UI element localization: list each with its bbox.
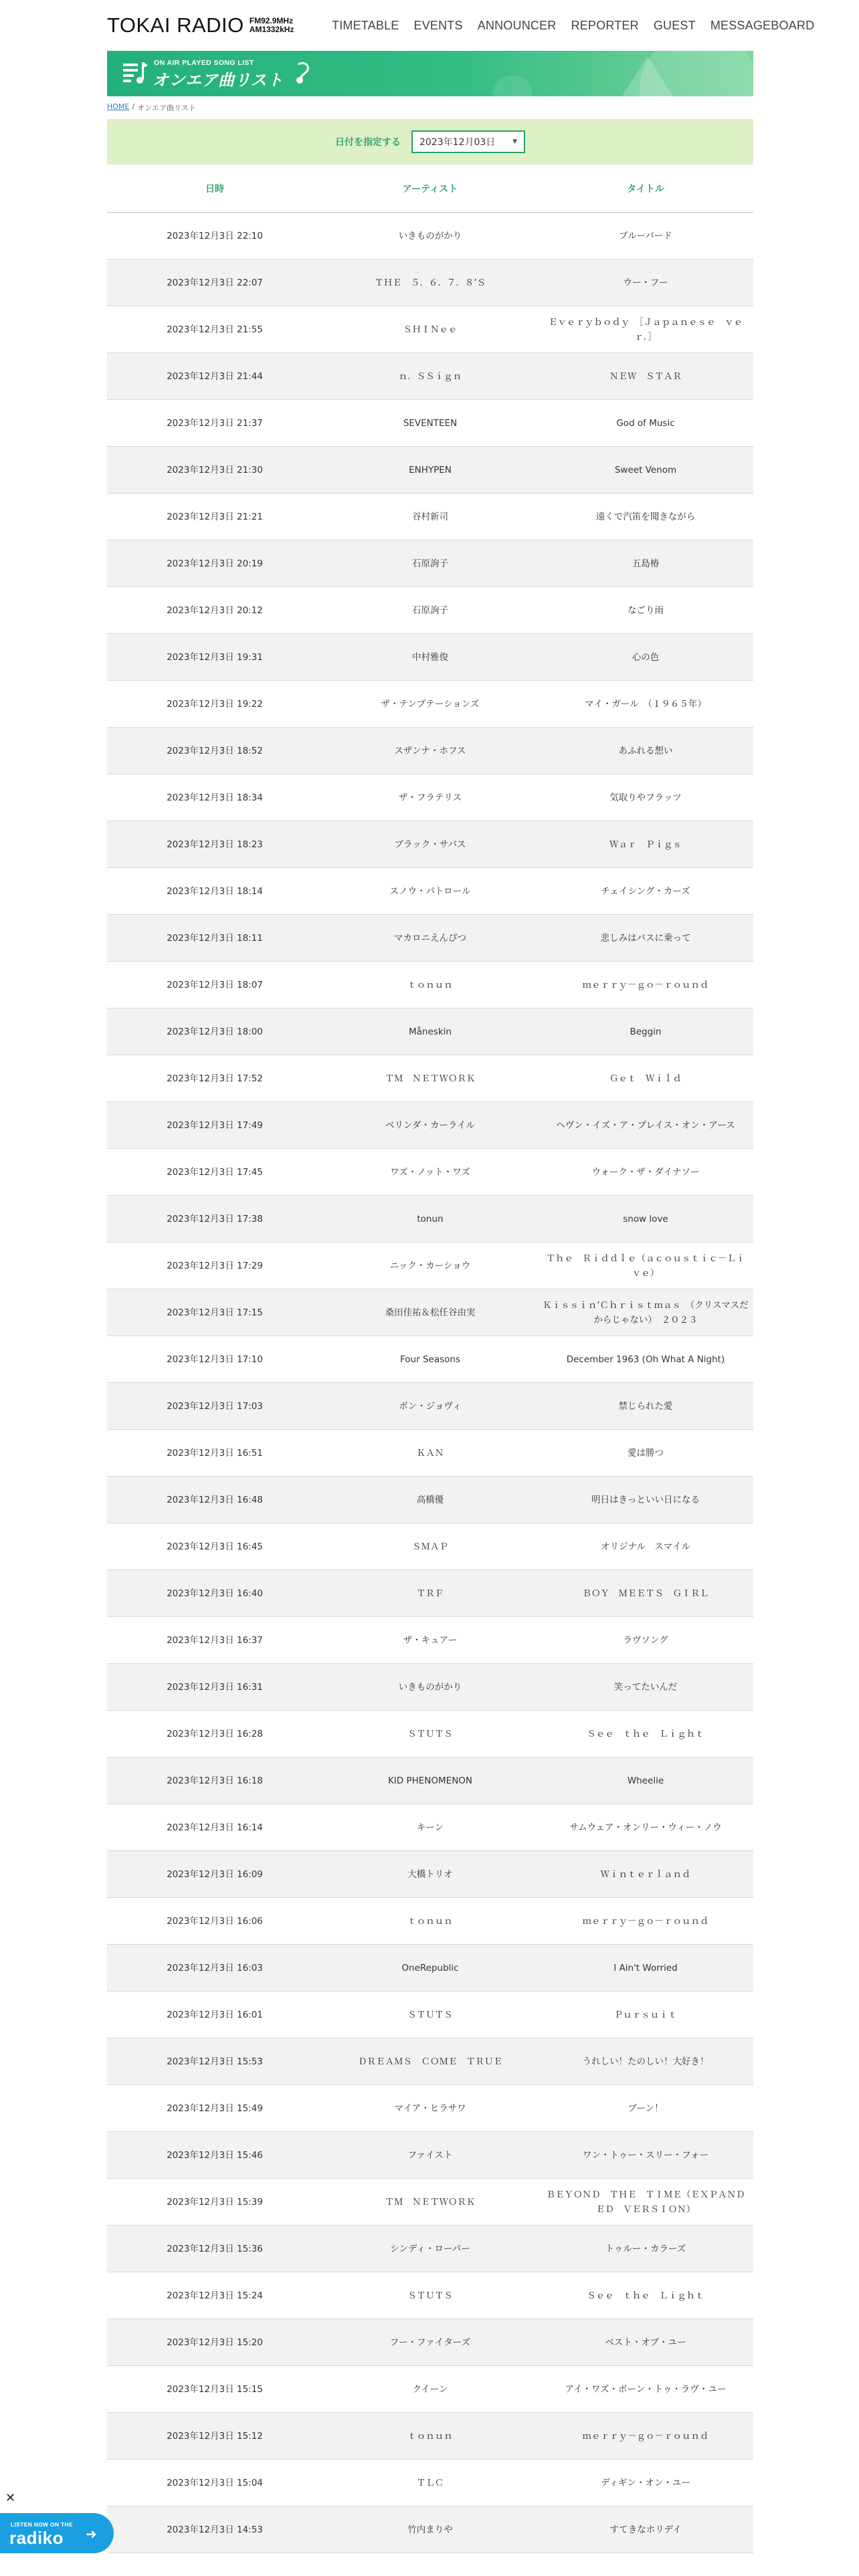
cell-artist: 大橋トリオ [407,1868,453,1880]
breadcrumb [107,102,196,113]
table-row [107,681,753,728]
nav-reporter[interactable]: REPORTER [571,19,639,32]
table-row [107,1149,753,1196]
table-row [107,2413,753,2460]
cell-title: 遠くで汽笛を聞きながら [595,511,696,522]
cell-datetime: 2023年12月3日 16:01 [167,2009,263,2020]
table-row [107,2460,753,2506]
cell-title: 愛は勝つ [628,1447,664,1459]
cell-datetime: 2023年12月3日 17:38 [167,1213,263,1224]
cell-datetime: 2023年12月3日 16:09 [167,1868,263,1880]
cell-artist: Måneskin [409,1026,452,1037]
cell-datetime: 2023年12月3日 15:04 [167,2477,263,2488]
cell-datetime: 2023年12月3日 15:36 [167,2243,263,2254]
banner-decoration [492,75,533,96]
cell-title: Ｓｅｅ ｔｈｅ Ｌｉｇｈｔ [587,2290,704,2301]
date-select[interactable] [411,130,525,153]
cell-title: ブルーバード [619,230,672,241]
cell-title: なごり雨 [628,605,664,616]
cell-datetime: 2023年12月3日 15:12 [167,2430,263,2442]
table-row [107,1804,753,1851]
cell-artist: ｔｏｎｕｎ [407,979,453,990]
cell-artist: ENHYPEN [409,464,452,475]
table-row [107,1992,753,2038]
cell-datetime: 2023年12月3日 17:10 [167,1354,263,1365]
cell-datetime: 2023年12月3日 18:14 [167,885,263,897]
cell-title: Ｗｉｎｔｅｒｌａｎｄ [600,1868,691,1880]
cell-title: ｍｅｒｒｙ－ｇｏ－ｒｏｕｎｄ [582,979,709,990]
cell-datetime: 2023年12月3日 18:11 [167,932,263,944]
cell-artist: 桑田佳祐＆松任谷由実 [385,1307,476,1318]
arrow-right-icon: ➜ [86,2526,97,2542]
cell-title: ブーン！ [628,2103,664,2114]
cell-datetime: 2023年12月3日 16:03 [167,1962,263,1973]
cell-artist: 竹内まりや [407,2524,453,2535]
cell-datetime: 2023年12月3日 18:07 [167,979,263,990]
table-row [107,1477,753,1523]
cell-title: ラヴソング [623,1634,668,1646]
cell-artist: ファイスト [407,2149,453,2161]
cell-datetime: 2023年12月3日 15:46 [167,2149,263,2161]
table-row [107,1243,753,1289]
table-row [107,728,753,774]
cell-title: snow love [623,1213,668,1224]
main-nav [332,19,814,33]
cell-title: 心の色 [632,651,660,663]
table-row [107,2226,753,2272]
cell-datetime: 2023年12月3日 20:12 [167,605,263,616]
cell-artist: ｔｏｎｕｎ [407,1915,453,1927]
cell-title: God of Music [616,417,675,429]
nav-guest[interactable]: GUEST [653,19,696,32]
cell-datetime: 2023年12月3日 18:52 [167,745,263,756]
logo-text: TOKAI RADIO [107,13,244,37]
cell-datetime: 2023年12月3日 21:44 [167,370,263,382]
table-row [107,1757,753,1804]
cell-title: Ｓｅｅ ｔｈｅ Ｌｉｇｈｔ [587,1728,704,1739]
cell-artist: ワズ・ノット・ワズ [390,1166,470,1178]
cell-artist: ＳＴＵＴＳ [407,2290,453,2301]
table-row [107,2132,753,2179]
cell-title: Ｔｈｅ Ｒｉｄｄｌｅ（ａｃｏｕｓｔｉｃ－Ｌｉｖｅ） [546,1253,745,1279]
cell-title: Beggin [630,1026,662,1037]
table-row [107,447,753,494]
nav-events[interactable]: EVENTS [413,19,463,32]
table-header [107,165,753,213]
cell-title: ワン・トゥー・スリー・フォー [583,2149,708,2161]
cell-artist: ＳＴＵＴＳ [407,2009,453,2020]
cell-title: トゥルー・カラーズ [605,2243,686,2254]
cell-title: I Ain't Worried [613,1962,678,1973]
cell-title: ウー・フー [623,277,668,288]
cell-datetime: 2023年12月3日 16:18 [167,1775,263,1786]
site-logo[interactable] [107,13,294,37]
cell-title: ＢＯＹ ＭＥＥＴＳ ＧＩＲＬ [582,1588,709,1599]
table-row [107,634,753,681]
cell-artist: ザ・フラテリス [398,792,462,803]
cell-title: 悲しみはバスに乗って [600,932,691,944]
cell-artist: ｔｏｎｕｎ [407,2430,453,2442]
cell-title: サムウェア・オンリー・ウィー・ノウ [569,1822,722,1833]
cell-datetime: 2023年12月3日 21:55 [167,324,263,335]
cell-artist: ＳＨＩＮｅｅ [403,324,458,335]
freq-fm: FM92.9MHz [249,16,294,25]
table-row [107,1711,753,1757]
cell-artist: ニック・カーショウ [389,1260,471,1271]
cell-artist: ザ・キュアー [403,1634,458,1646]
cell-datetime: 2023年12月3日 22:10 [167,230,263,241]
table-row [107,1523,753,1570]
table-row [107,494,753,540]
cell-artist: SEVENTEEN [403,417,458,429]
cell-datetime: 2023年12月3日 16:51 [167,1447,263,1459]
cell-artist: ＴＬＣ [416,2477,444,2488]
cell-datetime: 2023年12月3日 16:40 [167,1588,263,1599]
cell-datetime: 2023年12月3日 17:52 [167,1073,263,1084]
cell-artist: ｎ．ＳＳｉｇｎ [398,370,462,382]
cell-title: マイ・ガール （１９６５年） [585,698,706,710]
cell-artist: OneRepublic [401,1962,459,1973]
cell-artist: tonun [417,1213,444,1224]
cell-title: Ｅｖｅｒｙｂｏｄｙ ［Ｊａｐａｎｅｓｅ ｖｅｒ．］ [548,316,743,342]
table-row [107,1289,753,1336]
cell-datetime: 2023年12月3日 16:48 [167,1494,263,1505]
cell-datetime: 2023年12月3日 17:45 [167,1166,263,1178]
table-row [107,821,753,868]
cell-artist: 石原詢子 [412,605,448,616]
cell-datetime: 2023年12月3日 16:28 [167,1728,263,1739]
cell-artist: Four Seasons [400,1354,460,1365]
cell-artist: マイア・ヒラサワ [394,2103,466,2114]
cell-title: ＢＥＹＯＮＤ ＴＨＥ ＴＩＭＥ（ＥＸＰＡＮＤＥＤ ＶＥＲＳＩＯＮ） [546,2189,745,2215]
column-header-artist: アーティスト [402,183,458,195]
table-row [107,1055,753,1102]
table-row [107,306,753,353]
table-row [107,962,753,1008]
date-select-value: 2023年12月03日 [419,137,496,148]
song-table [107,165,753,2553]
chevron-down-icon: ▼ [512,138,517,145]
cell-datetime: 2023年12月3日 17:03 [167,1400,263,1412]
cell-artist: マカロニえんぴつ [394,932,466,944]
table-row [107,1196,753,1243]
cell-title: ウォーク・ザ・ダイナソー [591,1166,700,1178]
cell-title: すてきなホリデイ [609,2524,682,2535]
table-row [107,2319,753,2366]
table-row [107,2506,753,2553]
table-row [107,1570,753,1617]
cell-title: Ｋｉｓｓｉｎ’Ｃｈｒｉｓｔｍａｓ （クリスマスだからじゃない） ２０２３ [543,1299,749,1325]
cell-artist: いきものがかり [398,230,462,241]
cell-title: チェイシング・カーズ [601,885,690,897]
cell-artist: ＴＲＦ [416,1588,444,1599]
table-row [107,774,753,821]
radiko-listen-button[interactable] [0,2513,114,2553]
close-icon[interactable]: ✕ [5,2491,16,2505]
cell-artist: ボン・ジョヴィ [399,1400,462,1412]
table-row [107,915,753,962]
column-header-title: タイトル [627,183,664,195]
table-row [107,400,753,447]
cell-datetime: 2023年12月3日 15:20 [167,2337,263,2348]
cell-title: オリジナル スマイル [601,1541,690,1552]
table-row [107,2272,753,2319]
column-header-datetime: 日時 [205,183,224,195]
cell-artist: キーン [416,1822,444,1833]
table-row [107,1851,753,1898]
table-row [107,1008,753,1055]
cell-artist: 石原詢子 [412,558,448,569]
cell-datetime: 2023年12月3日 15:15 [167,2383,263,2395]
cell-artist: ＤＲＥＡＭＳ ＣＯＭＥ ＴＲＵＥ [358,2056,502,2067]
cell-title: Sweet Venom [614,464,677,475]
table-row [107,1617,753,1664]
cell-datetime: 2023年12月3日 17:15 [167,1307,263,1318]
nav-messageboard[interactable]: MESSAGEBOARD [710,19,815,32]
radiko-logo: radiko [9,2528,64,2548]
table-row [107,1102,753,1149]
page-banner [107,51,753,96]
cell-title: 明日はきっといい日になる [591,1494,700,1505]
nav-timetable[interactable]: TIMETABLE [332,19,399,32]
date-filter-bar [107,119,753,165]
cell-datetime: 2023年12月3日 16:14 [167,1822,263,1833]
banner-decoration [622,56,673,96]
cell-title: 気取りやフラッツ [609,792,682,803]
cell-artist: ＴＭ ＮＥＴＷＯＲＫ [385,1073,476,1084]
logo-frequencies [250,17,294,34]
cell-title: 禁じられた愛 [618,1400,673,1412]
cell-artist: ザ・テンプテーションズ [381,698,480,710]
breadcrumb-separator: / [132,102,135,111]
cell-datetime: 2023年12月3日 21:37 [167,417,263,429]
cell-title: ＮＥＷ ＳＴＡＲ [609,370,682,382]
table-row [107,587,753,634]
cell-datetime: 2023年12月3日 16:06 [167,1915,263,1927]
cell-title: 五島椿 [632,558,660,569]
table-row [107,2085,753,2132]
cell-title: ｍｅｒｒｙ－ｇｏ－ｒｏｕｎｄ [582,2430,709,2442]
table-row [107,1898,753,1945]
cell-datetime: 2023年12月3日 17:49 [167,1119,263,1131]
cell-datetime: 2023年12月3日 14:53 [167,2524,263,2535]
table-row [107,868,753,915]
cell-title: うれしい！たのしい！大好き！ [582,2056,709,2067]
cell-artist: ＫＡＮ [416,1447,444,1459]
cell-datetime: 2023年12月3日 21:21 [167,511,263,522]
cell-datetime: 2023年12月3日 20:19 [167,558,263,569]
cell-title: Wheelie [627,1775,664,1786]
cell-datetime: 2023年12月3日 19:31 [167,651,263,663]
nav-announcer[interactable]: ANNOUNCER [477,19,557,32]
table-row [107,540,753,587]
table-row [107,1383,753,1430]
table-row [107,2366,753,2413]
cell-datetime: 2023年12月3日 17:29 [167,1260,263,1271]
cell-artist: 谷村新司 [412,511,448,522]
cell-title: ｍｅｒｒｙ－ｇｏ－ｒｏｕｎｄ [582,1915,709,1927]
cell-title: あふれる想い [618,745,673,756]
cell-datetime: 2023年12月3日 15:53 [167,2056,263,2067]
cell-artist: スノウ・パトロール [389,885,471,897]
table-row [107,2179,753,2226]
cell-artist: ブラック・サバス [394,839,466,850]
site-header [0,0,859,51]
cell-artist: フー・ファイターズ [389,2337,471,2348]
cell-title: Ｗａｒ Ｐｉｇｓ [609,839,682,850]
cell-artist: KID PHENOMENON [387,1775,473,1786]
banner-subtitle: ON AIR PLAYED SONG LIST [154,59,254,67]
cell-artist: ＳＭＡＰ [412,1541,448,1552]
cell-title: ディギン・オン・ユー [601,2477,690,2488]
cell-datetime: 2023年12月3日 16:31 [167,1681,263,1693]
song-list-icon [122,60,149,88]
cell-datetime: 2023年12月3日 15:49 [167,2103,263,2114]
cell-datetime: 2023年12月3日 19:22 [167,698,263,710]
cell-artist: クイーン [412,2383,448,2395]
cell-title: December 1963 (Oh What A Night) [566,1354,725,1365]
date-filter-label: 日付を指定する [335,137,401,148]
cell-artist: ＴＭ ＮＥＴＷＯＲＫ [385,2196,476,2208]
cell-artist: 高橋優 [416,1494,444,1505]
cell-artist: ＴＨＥ ５．６．７．８’Ｓ [374,277,486,288]
cell-artist: スザンナ・ホフス [394,745,466,756]
freq-am: AM1332kHz [249,25,294,34]
cell-datetime: 2023年12月3日 15:39 [167,2196,263,2208]
music-note-icon [286,62,313,86]
table-row [107,1336,753,1383]
table-row [107,213,753,259]
cell-datetime: 2023年12月3日 15:24 [167,2290,263,2301]
cell-title: Ｐｕｒｓｕｉｔ [613,2009,678,2020]
table-row [107,1945,753,1992]
table-row [107,2038,753,2085]
banner-title: オンエア曲リスト [153,71,284,90]
cell-title: ヘヴン・イズ・ア・プレイス・オン・アース [556,1119,735,1131]
cell-artist: ベリンダ・カーライル [385,1119,476,1131]
cell-title: Ｇｅｔ Ｗｉｌｄ [609,1073,682,1084]
breadcrumb-current: オンエア曲リスト [137,104,196,112]
cell-datetime: 2023年12月3日 18:34 [167,792,263,803]
table-row [107,1664,753,1711]
cell-artist: 中村雅俊 [412,651,448,663]
radiko-tagline: LISTEN NOW ON THE [11,2521,73,2528]
breadcrumb-home[interactable]: HOME [107,102,130,111]
cell-datetime: 2023年12月3日 18:23 [167,839,263,850]
cell-title: 笑ってたいんだ [613,1681,678,1693]
cell-datetime: 2023年12月3日 16:45 [167,1541,263,1552]
cell-title: アイ・ワズ・ボーン・トゥ・ラヴ・ユー [565,2383,727,2395]
cell-datetime: 2023年12月3日 18:00 [167,1026,263,1037]
table-row [107,259,753,306]
cell-title: ベスト・オブ・ユー [605,2337,686,2348]
cell-artist: シンディ・ローパー [390,2243,470,2254]
table-row [107,353,753,400]
cell-datetime: 2023年12月3日 22:07 [167,277,263,288]
table-body [107,213,753,2553]
cell-datetime: 2023年12月3日 21:30 [167,464,263,475]
table-row [107,1430,753,1477]
cell-artist: いきものがかり [398,1681,462,1693]
cell-datetime: 2023年12月3日 16:37 [167,1634,263,1646]
cell-artist: ＳＴＵＴＳ [407,1728,453,1739]
